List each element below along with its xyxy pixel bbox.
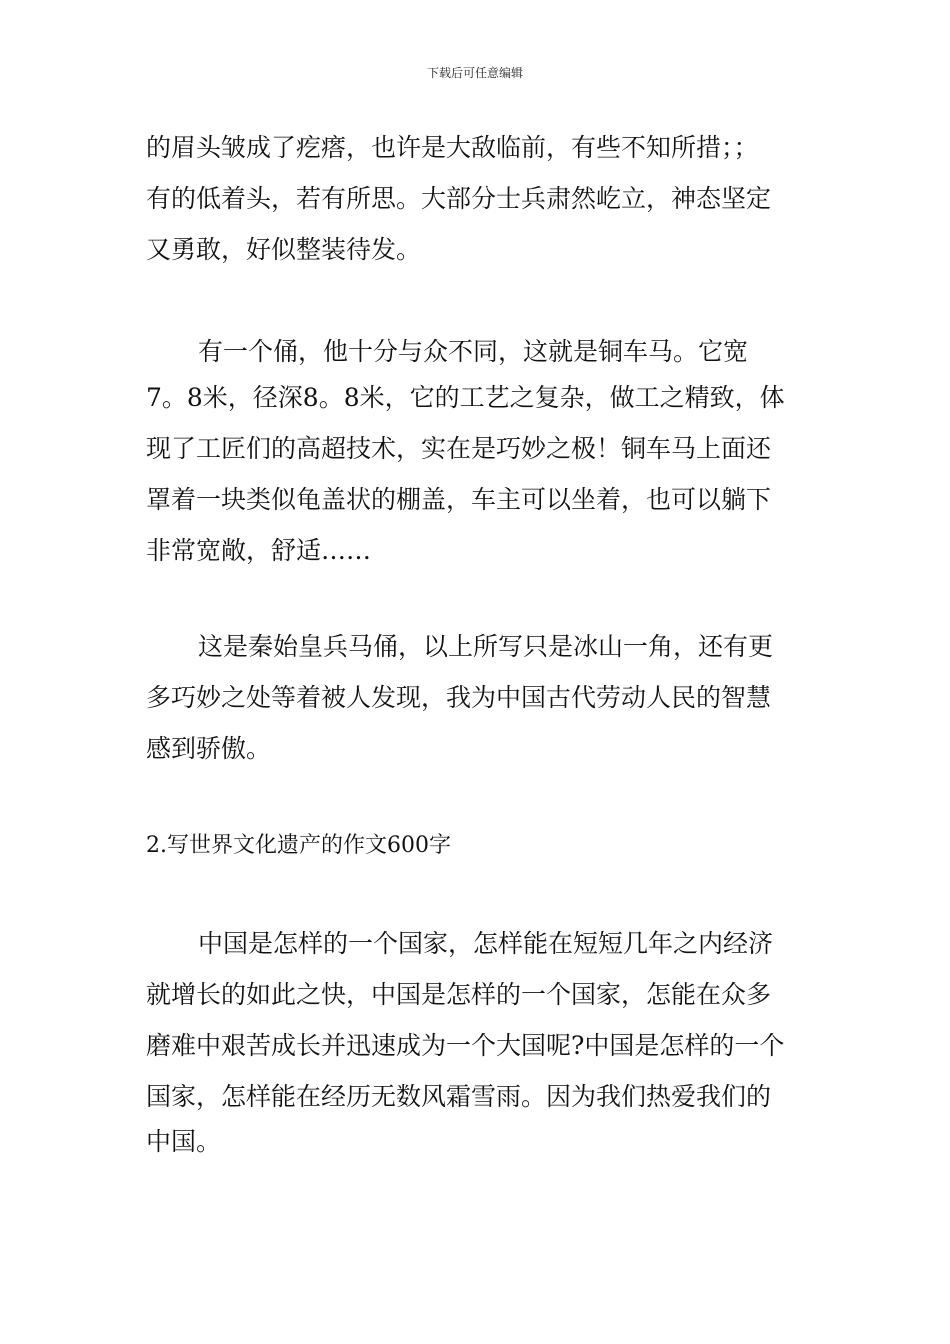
- text-line: 罩着一块类似龟盖状的棚盖，车主可以坐着，也可以躺下: [146, 485, 772, 514]
- text-line: 这是秦始皇兵马俑，以上所写只是冰山一角，还有更: [198, 632, 774, 661]
- text-line: 非常宽敞，舒适……: [146, 536, 372, 565]
- text-line: 又勇敢，好似整装待发。: [146, 235, 422, 264]
- text-line: 磨难中艰苦成长并迅速成为一个大国呢?中国是怎样的一个: [146, 1031, 785, 1060]
- text-line: 就增长的如此之快，中国是怎样的一个国家，怎能在众多: [146, 980, 772, 1009]
- text-line: 国家，怎样能在经历无数风霜雪雨。因为我们热爱我们的: [146, 1082, 772, 1111]
- text-line: 有的低着头，若有所思。大部分士兵肃然屹立，神态坚定: [146, 184, 772, 213]
- text-line: 感到骄傲。: [146, 734, 272, 763]
- text-line: 多巧妙之处等着被人发现，我为中国古代劳动人民的智慧: [146, 683, 772, 712]
- text-line: 7。8米，径深8。8米，它的工艺之复杂，做工之精致，体: [146, 383, 785, 412]
- section-heading: 2.写世界文化遗产的作文600字: [146, 833, 451, 858]
- text-line: 中国。: [146, 1127, 222, 1156]
- text-line: 有一个俑，他十分与众不同，这就是铜车马。它宽: [198, 337, 749, 366]
- text-line: 的眉头皱成了疙瘩，也许是大敌临前，有些不知所措；；: [146, 133, 759, 162]
- text-line: 中国是怎样的一个国家，怎样能在短短几年之内经济: [198, 929, 774, 958]
- page-header: 下载后可任意编辑: [426, 66, 523, 80]
- text-line: 现了工匠们的高超技术，实在是巧妙之极！铜车马上面还: [146, 434, 772, 463]
